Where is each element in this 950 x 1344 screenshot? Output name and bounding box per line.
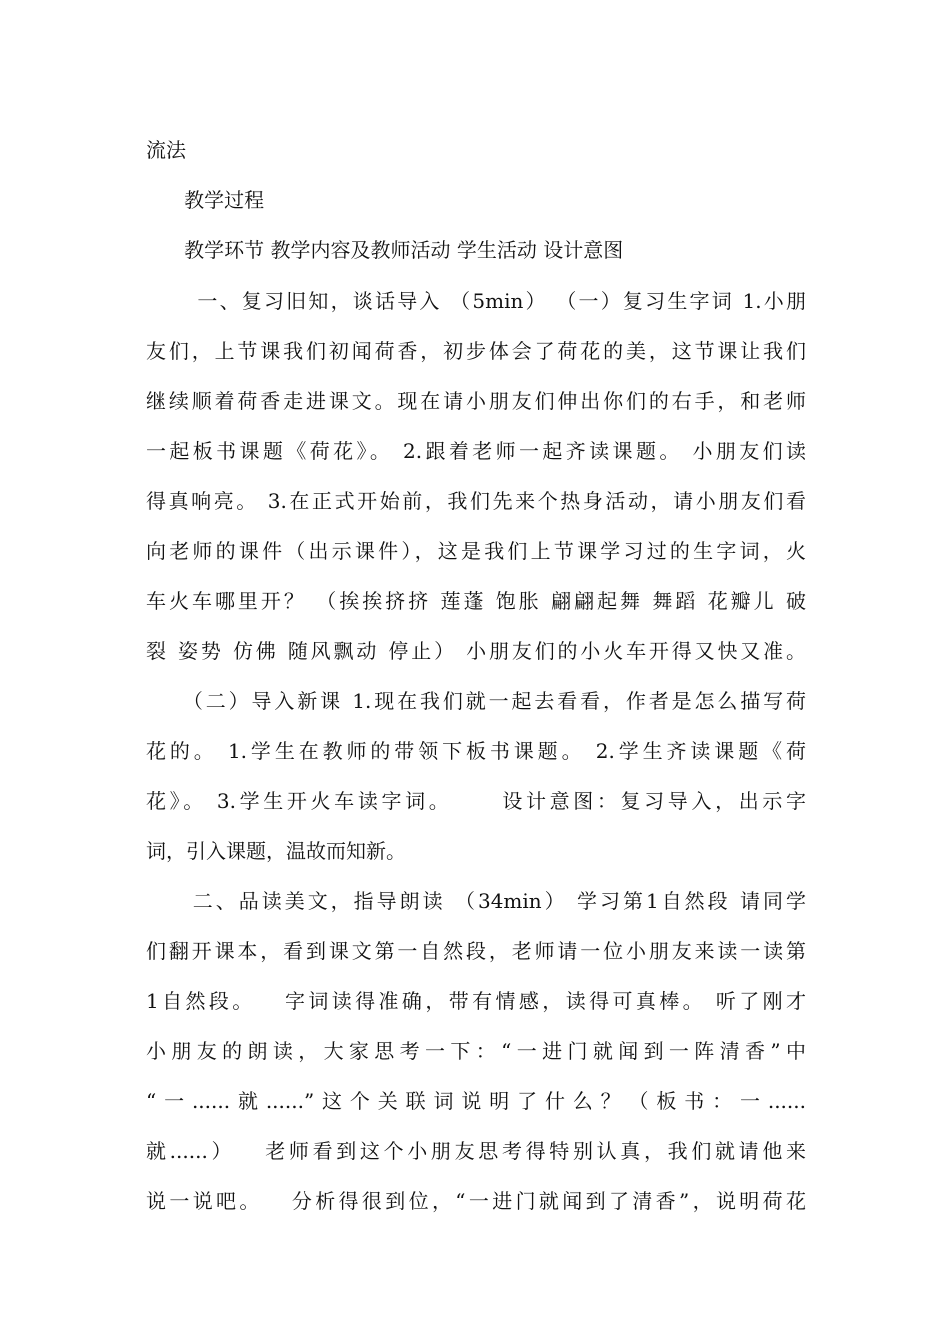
paragraph-line: 就......） 老师看到这个小朋友思考得特别认真，我们就请他来	[146, 1139, 806, 1163]
paragraph-line: “一......就......”这个关联词说明了什么？（板书：一......	[146, 1089, 806, 1113]
paragraph-line: 友们，上节课我们初闻荷香，初步体会了荷花的美，这节课让我们	[146, 339, 806, 363]
paragraph-line: 花的。 1.学生在教师的带领下板书课题。 2.学生齐读课题《荷	[146, 739, 806, 763]
paragraph-line: 一、复习旧知，谈话导入 （5min） （一）复习生字词 1.小朋	[146, 289, 806, 313]
section-heading: 教学过程	[146, 188, 265, 212]
paragraph-line: 1自然段。 字词读得准确，带有情感，读得可真棒。 听了刚才	[146, 989, 806, 1013]
paragraph-line: 向老师的课件（出示课件），这是我们上节课学习过的生字词，火	[146, 539, 806, 563]
paragraph-line: 继续顺着荷香走进课文。现在请小朋友们伸出你们的右手，和老师	[146, 389, 806, 413]
text-line: 流法	[146, 138, 186, 162]
paragraph-line: 二、品读美文，指导朗读 （34min） 学习第1自然段 请同学	[146, 889, 806, 913]
paragraph-line: 裂 姿势 仿佛 随风飘动 停止） 小朋友们的小火车开得又快又准。	[146, 639, 806, 663]
paragraph-line: 词，引入课题，温故而知新。	[146, 839, 406, 863]
paragraph-line: 们翻开课本，看到课文第一自然段，老师请一位小朋友来读一读第	[146, 939, 806, 963]
paragraph-line: 一起板书课题《荷花》。 2.跟着老师一起齐读课题。 小朋友们读	[146, 439, 806, 463]
paragraph-line: 小朋友的朗读，大家思考一下：“一进门就闻到一阵清香”中	[146, 1039, 806, 1063]
table-header-line: 教学环节 教学内容及教师活动 学生活动 设计意图	[146, 238, 624, 262]
paragraph-line: 花》。 3.学生开火车读字词。 设计意图：复习导入，出示字	[146, 789, 806, 813]
paragraph-line: （二）导入新课 1.现在我们就一起去看看，作者是怎么描写荷	[146, 689, 806, 713]
paragraph-line: 得真响亮。 3.在正式开始前，我们先来个热身活动，请小朋友们看	[146, 489, 806, 513]
paragraph-line: 车火车哪里开？ （挨挨挤挤 莲蓬 饱胀 翩翩起舞 舞蹈 花瓣儿 破	[146, 589, 806, 613]
paragraph-line: 说一说吧。 分析得很到位，“一进门就闻到了清香”，说明荷花	[146, 1189, 806, 1213]
